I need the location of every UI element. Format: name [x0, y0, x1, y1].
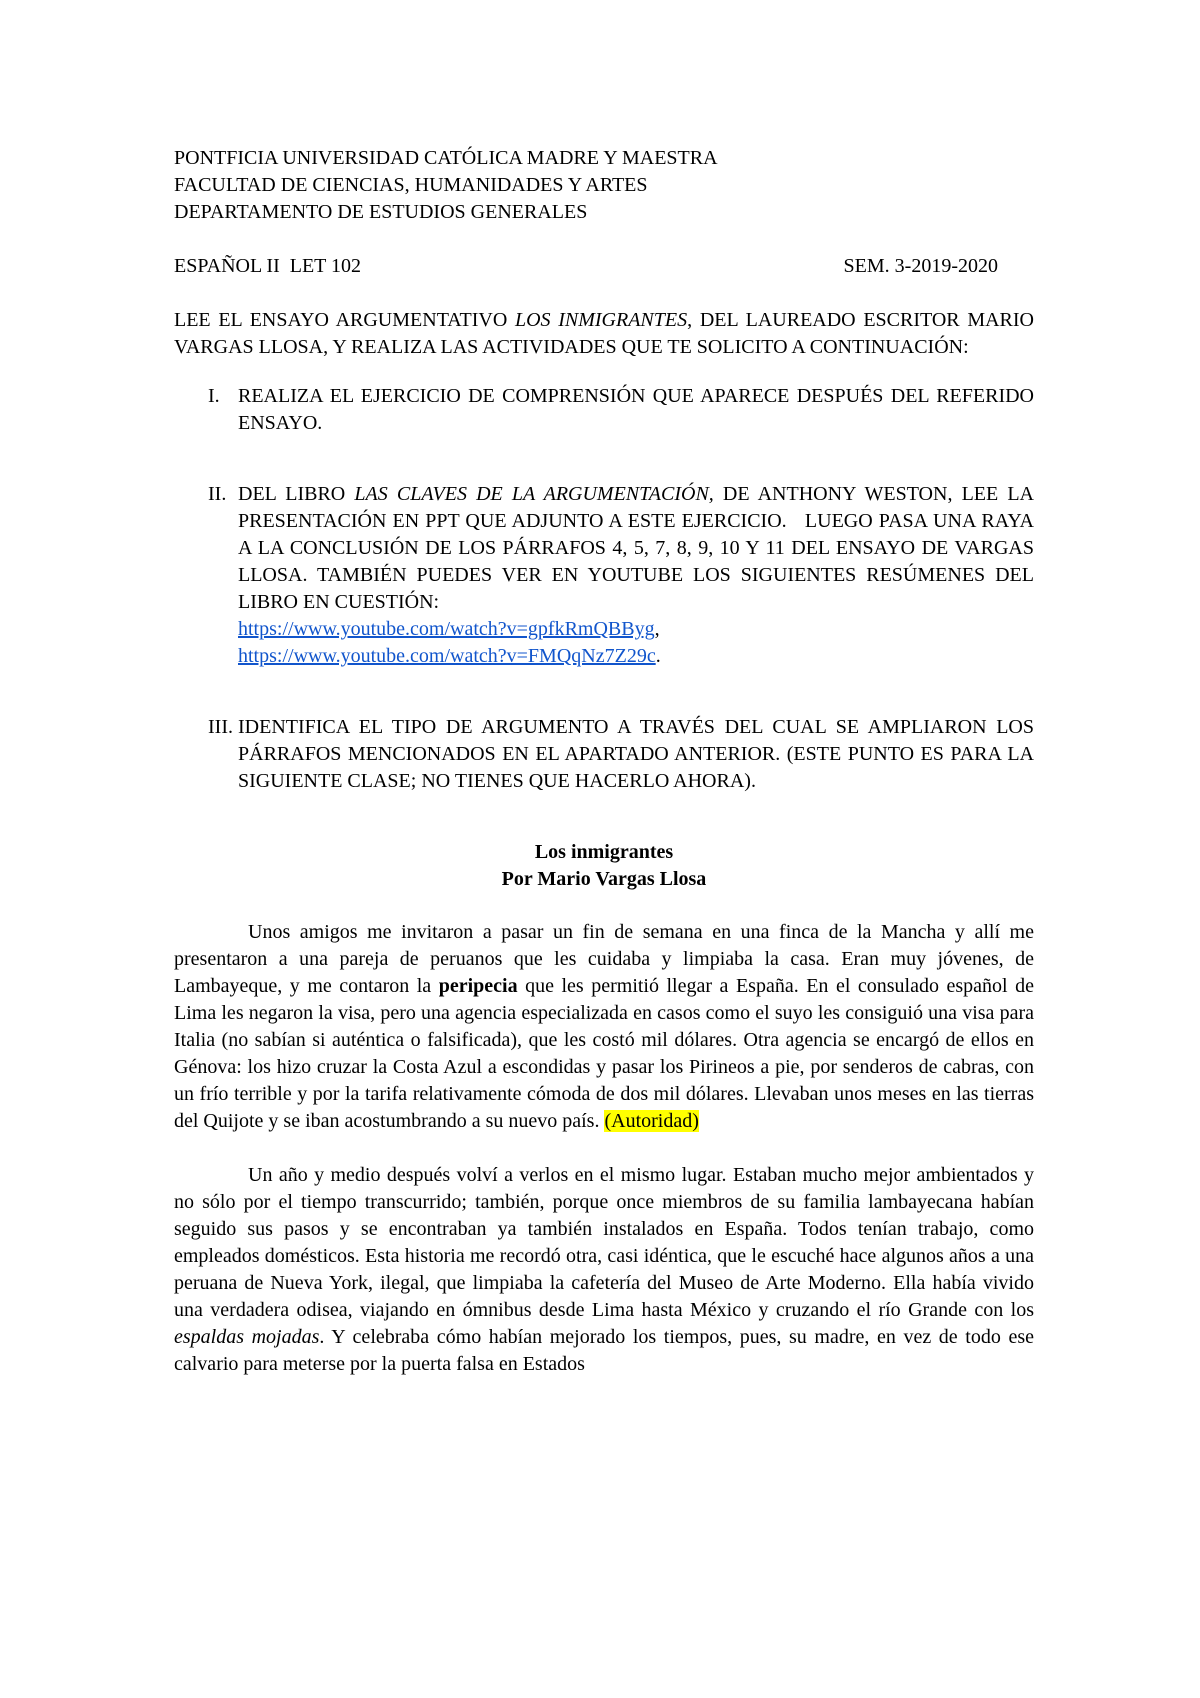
- item-numeral: I.: [208, 385, 220, 407]
- essay-paragraph: [174, 919, 1034, 1135]
- activity-item: [208, 383, 1034, 437]
- instructions-intro: [174, 307, 1034, 361]
- youtube-link-1[interactable]: https://www.youtube.com/watch?v=gpfkRmQBByg: [238, 618, 655, 640]
- faculty-name: FACULTAD DE CIENCIAS, HUMANIDADES Y ARTES: [174, 174, 648, 196]
- item-text-before: DEL LIBRO: [238, 483, 355, 505]
- essay-paragraph: [174, 1162, 1034, 1378]
- highlighted-annotation: (Autoridad): [604, 1110, 699, 1132]
- paragraph-text: que les permitió llegar a España. En el consulado español de Lima les negaron la visa, pero una agencia especializada en casos como el suyo les consiguió una visa para Italia (no sabían si auténtica o falsificada), que les costó mil dólares. Otra agencia se encargó de ellos en Génova: los hizo cruzar la Costa Azul a escondidas y pasar los Pirineos a pie, por senderos de cabras, con un frío terrible y por la tarifa relativamente cómoda de dos mil dólares. Llevaban unos meses en las tierras del Quijote y se iban acostumbrando a su nuevo país.: [174, 975, 1034, 1132]
- university-name: PONTFICIA UNIVERSIDAD CATÓLICA MADRE Y MAESTRA: [174, 147, 718, 169]
- course-info: [174, 253, 1034, 280]
- item-numeral: II.: [208, 483, 227, 505]
- document-page: [174, 145, 1040, 1378]
- link-1-suffix: ,: [654, 618, 660, 640]
- document-header: [174, 145, 1034, 226]
- essay-title: Los inmigrantes: [534, 841, 674, 863]
- paragraph-text: Un año y medio después volví a verlos en el mismo lugar. Estaban mucho mejor ambientados y no sólo por el tiempo transcurrido; también, porque once miembros de su familia lambayecana habían seguido sus pasos y se encontraban ya también instalados en España. Todos tenían trabajo, como empleados domésticos. Esta historia me recordó otra, casi idéntica, que le escuché hace algunos años a una peruana de Nueva York, ilegal, que limpiaba la cafetería del Museo de Arte Moderno. Ella había vivido una verdadera odisea, viajando en ómnibus desde Lima hasta México y cruzando el río Grande con los: [174, 1164, 1034, 1321]
- bold-term: peripecia: [438, 975, 518, 997]
- item-text-after: DE ANTHONY WESTON, LEE LA PRESENTACIÓN EN PPT QUE ADJUNTO A ESTE EJERCICIO. LUEGO PASA UNA RAYA A LA CONCLUSIÓN DE LOS PÁRRAFOS 4, 5, 7, 8, 9, 10 Y 11 DEL ENSAYO DE VARGAS LLOSA. TAMBIÉN PUEDES VER EN YOUTUBE LOS SIGUIENTES RESÚMENES DEL LIBRO EN CUESTIÓN:: [238, 483, 1040, 613]
- activity-item: [208, 714, 1034, 795]
- semester: SEM. 3-2019-2020: [843, 255, 998, 277]
- activity-item: [208, 481, 1040, 670]
- essay-author: Por Mario Vargas Llosa: [501, 868, 707, 890]
- italic-term: espaldas mojadas: [174, 1326, 320, 1348]
- item-text: IDENTIFICA EL TIPO DE ARGUMENTO A TRAVÉS DEL CUAL SE AMPLIARON LOS PÁRRAFOS MENCIONADOS EN EL APARTADO ANTERIOR. (ESTE PUNTO ES PARA LA SIGUIENTE CLASE; NO TIENES QUE HACERLO AHORA).: [238, 716, 1034, 792]
- intro-text-before: LEE EL ENSAYO ARGUMENTATIVO: [174, 309, 515, 331]
- essay-heading: [174, 839, 1034, 893]
- youtube-link-2[interactable]: https://www.youtube.com/watch?v=FMQqNz7Z29c: [238, 645, 656, 667]
- item-text: [238, 481, 1040, 670]
- link-2-suffix: .: [655, 645, 661, 667]
- intro-text-after: , DEL LAUREADO ESCRITOR MARIO VARGAS LLOSA, Y REALIZA LAS ACTIVIDADES QUE TE SOLICITO A CONTINUACIÓN:: [174, 309, 1034, 358]
- intro-essay-title: LOS INMIGRANTES: [514, 309, 688, 331]
- department-name: DEPARTAMENTO DE ESTUDIOS GENERALES: [174, 201, 588, 223]
- course-name: ESPAÑOL II LET 102: [174, 255, 362, 277]
- item-text: REALIZA EL EJERCICIO DE COMPRENSIÓN QUE APARECE DESPUÉS DEL REFERIDO ENSAYO.: [238, 385, 1034, 434]
- paragraph-text: Unos amigos me invitaron a pasar un fin de semana en una finca de la Mancha y allí me presentaron a una pareja de peruanos que les cuidaba y limpiaba la casa. Eran muy jóvenes, de Lambayeque, y me contaron la: [174, 921, 1034, 997]
- item-numeral: III.: [208, 716, 233, 738]
- paragraph-text: . Y celebraba cómo habían mejorado los tiempos, pues, su madre, en vez de todo ese calvario para meterse por la puerta falsa en Estados: [174, 1326, 1034, 1375]
- book-title: LAS CLAVES DE LA ARGUMENTACIÓN,: [354, 483, 714, 505]
